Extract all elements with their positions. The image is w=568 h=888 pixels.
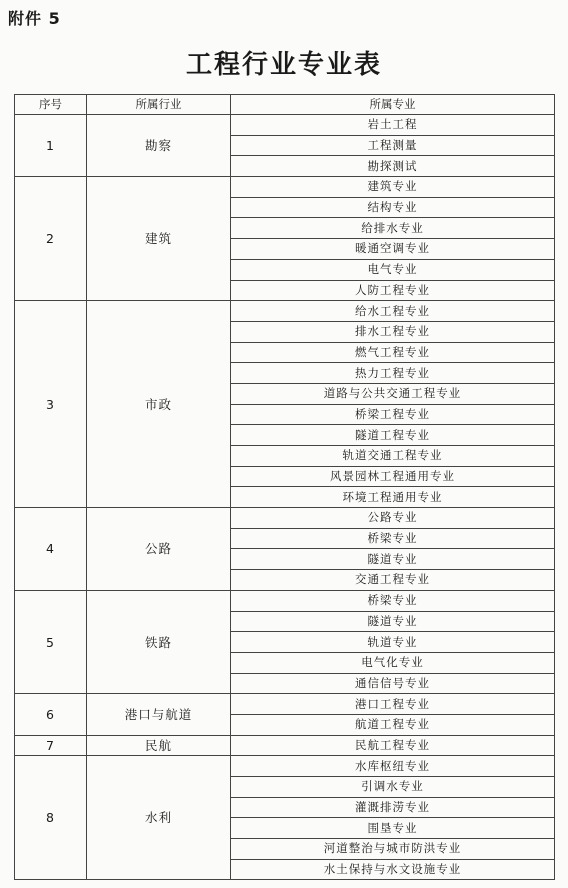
row-major: 隧道专业	[231, 611, 555, 632]
document-title: 工程行业专业表	[185, 50, 382, 80]
table-header-row	[15, 95, 555, 115]
row-major: 燃气工程专业	[231, 342, 555, 363]
row-major: 给水工程专业	[231, 301, 555, 322]
row-major: 岩土工程	[231, 115, 555, 136]
row-major: 隧道专业	[231, 549, 555, 570]
row-major: 勘探测试	[231, 156, 555, 177]
row-major: 环境工程通用专业	[231, 487, 555, 508]
row-industry: 市政	[87, 301, 231, 508]
row-index: 8	[15, 756, 87, 880]
row-major: 结构专业	[231, 197, 555, 218]
row-major: 航道工程专业	[231, 714, 555, 735]
row-major: 引调水专业	[231, 777, 555, 798]
row-major: 建筑专业	[231, 177, 555, 198]
attachment-label: 附件 5	[8, 9, 61, 28]
row-major: 排水工程专业	[231, 321, 555, 342]
table-body	[15, 115, 555, 880]
row-industry: 勘察	[87, 115, 231, 177]
row-major: 桥梁工程专业	[231, 404, 555, 425]
row-major: 电气化专业	[231, 652, 555, 673]
row-major: 围垦专业	[231, 818, 555, 839]
row-major: 电气专业	[231, 259, 555, 280]
row-industry: 水利	[87, 756, 231, 880]
header-major: 所属专业	[231, 95, 555, 115]
row-major: 交通工程专业	[231, 570, 555, 591]
row-major: 隧道工程专业	[231, 425, 555, 446]
row-index: 4	[15, 508, 87, 591]
row-major: 热力工程专业	[231, 363, 555, 384]
row-major: 民航工程专业	[231, 735, 555, 756]
row-major: 暖通空调专业	[231, 239, 555, 260]
row-industry: 建筑	[87, 177, 231, 301]
row-major: 灌溉排涝专业	[231, 797, 555, 818]
table-row	[15, 177, 555, 198]
row-industry: 公路	[87, 508, 231, 591]
row-major: 水库枢纽专业	[231, 756, 555, 777]
row-index: 3	[15, 301, 87, 508]
table-row	[15, 115, 555, 136]
row-industry: 港口与航道	[87, 694, 231, 735]
table-row	[15, 590, 555, 611]
row-major: 港口工程专业	[231, 694, 555, 715]
header-industry: 所属行业	[87, 95, 231, 115]
row-major: 水土保持与水文设施专业	[231, 859, 555, 880]
table-row	[15, 301, 555, 322]
table-row	[15, 508, 555, 529]
row-major: 公路专业	[231, 508, 555, 529]
row-index: 2	[15, 177, 87, 301]
row-index: 6	[15, 694, 87, 735]
table-row	[15, 694, 555, 715]
row-major: 轨道专业	[231, 632, 555, 653]
row-major: 桥梁专业	[231, 528, 555, 549]
row-major: 人防工程专业	[231, 280, 555, 301]
row-industry: 民航	[87, 735, 231, 756]
row-index: 1	[15, 115, 87, 177]
header-index: 序号	[15, 95, 87, 115]
row-major: 工程测量	[231, 135, 555, 156]
row-major: 给排水专业	[231, 218, 555, 239]
row-major: 道路与公共交通工程专业	[231, 383, 555, 404]
row-major: 河道整治与城市防洪专业	[231, 839, 555, 860]
row-major: 风景园林工程通用专业	[231, 466, 555, 487]
row-major: 桥梁专业	[231, 590, 555, 611]
row-index: 7	[15, 735, 87, 756]
table-row	[15, 735, 555, 756]
row-index: 5	[15, 590, 87, 693]
row-major: 通信信号专业	[231, 673, 555, 694]
row-major: 轨道交通工程专业	[231, 446, 555, 467]
majors-table-container	[14, 94, 554, 880]
row-industry: 铁路	[87, 590, 231, 693]
table-row	[15, 756, 555, 777]
majors-table	[14, 94, 555, 880]
